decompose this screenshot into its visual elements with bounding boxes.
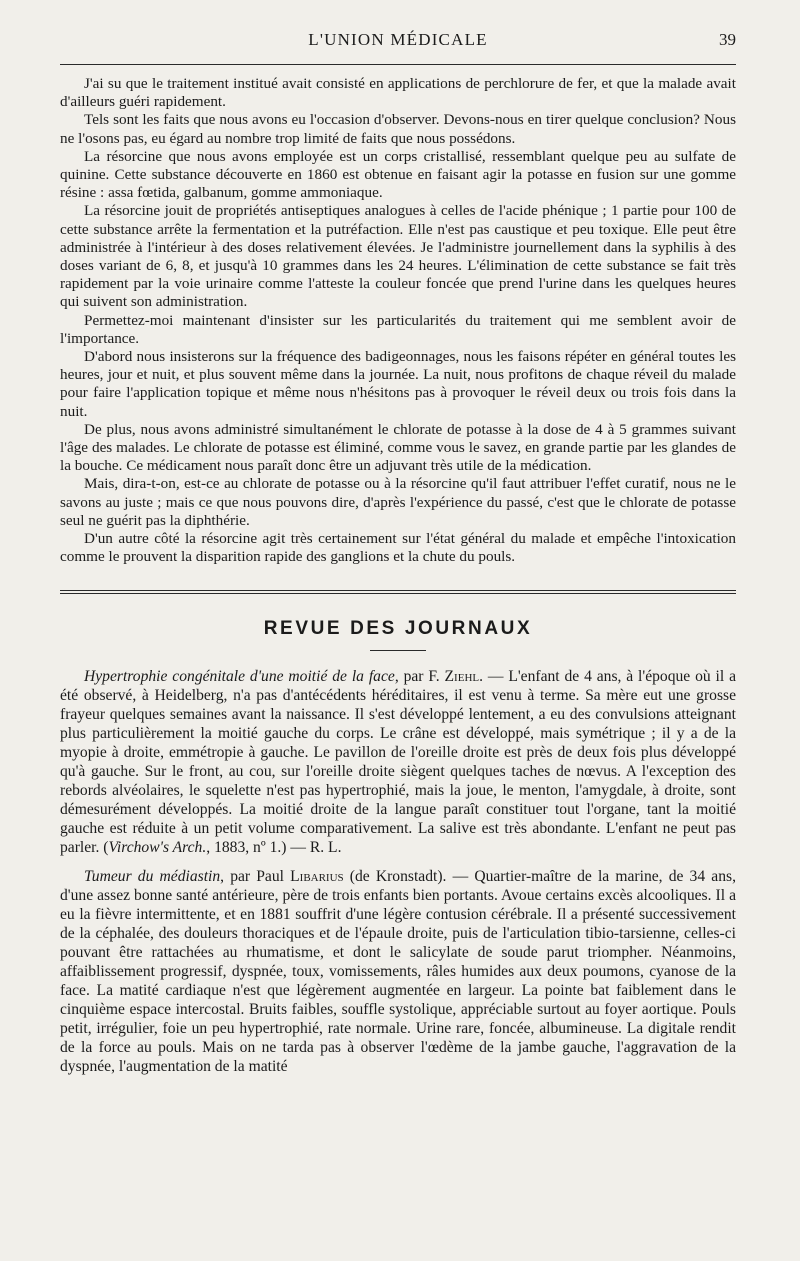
running-header [60,30,736,60]
body-paragraph: La résorcine que nous avons employée est un corps cristallisé, ressemblant quelque peu au sulfate de quinine. Cette substance découverte en 1860 est obtenue en faisant agir la potasse en fusion sur une gomme résine : assa fœtida, galbanum, gomme ammoniaque. [60,147,736,202]
entry-title: Hypertrophie congénitale d'une moitié de la face [84,668,395,686]
journal-review-entry [60,867,736,1076]
body-paragraph: J'ai su que le traitement institué avait consisté en applications de perchlorure de fer, et que la malade avait d'ailleurs guéri rapidement. [60,75,736,111]
page-number: 39 [719,30,736,49]
body-paragraph: D'abord nous insisterons sur la fréquence des badigeonnages, nous les faisons répéter en général toutes les heures, jour et nuit, et plus souvent même dans la journée. La nuit, nous profitons de chaque réveil du malade pour faire l'application topique et même nous n'hésitons pas à provoquer le réveil deux ou trois fois dans la nuit. [60,348,736,420]
body-paragraph: Tels sont les faits que nous avons eu l'occasion d'observer. Devons-nous en tirer quelque conclusion? Nous ne l'osons pas, eu égard au nombre trop limité de faits que nous possédons. [60,111,736,147]
entry-author: Ziehl [444,668,480,686]
section-title: REVUE DES JOURNAUX [263,618,533,640]
body-paragraph: Permettez-moi maintenant d'insister sur les particularités du traitement qui me semblent avoir de l'importance. [60,311,736,347]
body-paragraph: D'un autre côté la résorcine agit très certainement sur l'état général du malade et empêche l'intoxication comme le prouvent la disparition rapide des ganglions et la chute du pouls. [60,530,736,566]
body-paragraph: De plus, nous avons administré simultanément le chlorate de potasse à la dose de 4 à 5 grammes suivant l'âge des malades. Le chlorate de potasse est éliminé, comme vous le savez, en grande partie par les glandes de la bouche. Ce médicament nous paraît donc être un adjuvant très utile de la médication. [60,420,736,475]
entry-title: Tumeur du médiastin [84,868,221,886]
journal-title: L'UNION MÉDICALE [308,30,488,49]
entry-author-suffix: . — [479,668,509,686]
section-divider [60,590,736,594]
entry-text: L'enfant de 4 ans, à l'époque où il a été observé, à Heidelberg, n'a pas d'antécédents héréditaires, il est venu à terme. Sa mère eut une grosse frayeur quelques semaines avant la naissance. Il s'est développé lentement, a eu des convulsions atteignant plus particulièrement la moitié gauche du corps. Le crâne est développé, mais symétrique ; il y a de la myopie à droite, emmétropie à gauche. Le pavillon de l'oreille droite est près de deux fois plus développé qu'à gauche. Sur le front, au cou, sur l'oreille droite siègent quelques taches de nœvus. A l'exception des rebords alvéolaires, le squelette n'est pas hypertrophié, mais la joue, le menton, l'amygdale, à droite, sont démesurément développés. La moitié droite de la langue paraît constituer tout l'organe, tant la moitié gauche est réduite à un petit volume comparativement. La salive est très abondante. L'enfant ne peut pas parler. ( [60,668,736,857]
journal-review-entry [60,667,736,857]
entry-byline: , par F. [394,668,445,686]
body-paragraph: La résorcine jouit de propriétés antiseptiques analogues à celles de l'acide phénique ; 1 partie pour 100 de cette substance arrête la fermentation et la putréfaction. Elle n'est pas caustique et peu toxique. Elle peut être administrée à l'intérieur à des doses relativement élevées. Je l'administre journellement dans la syphilis à des doses variant de 6, 8, et jusqu'à 10 grammes dans les 24 heures. L'élimination de cette substance se fait très rapidement par la voie urinaire comme l'atteste la couleur foncée que prend l'urine dans les quelques heures qui suivent son administration. [60,202,736,311]
entry-citation-rest: , 1883, nº 1.) — R. L. [206,839,342,857]
article-continuation [60,75,736,566]
entry-byline: , par Paul [220,868,291,886]
entry-citation-journal: Virchow's Arch. [108,839,207,857]
body-paragraph: Mais, dira-t-on, est-ce au chlorate de potasse ou à la résorcine qu'il faut attribuer l'effet curatif, nous ne le savons au juste ; mais ce que nous pouvons dire, d'après l'expérience du passé, c'est que le chlorate de potasse seul ne guérit pas la diphthérie. [60,475,736,529]
section-title-rule [370,650,426,651]
header-rule [60,64,736,65]
entry-author-suffix: (de Kronstadt). — [343,868,475,886]
entry-text: Quartier-maître de la marine, de 34 ans, d'une assez bonne santé antérieure, père de trois enfants bien portants. Avoue certains excès alcooliques. Il a eu la fièvre intermittente, et en 1881 souffrit d'une légère contusion cérébrale. Il a présenté successivement de la céphalée, des douleurs thoraciques et de l'épaule droite, puis de l'articulation tibio-tarsienne, celles-ci pouvant être rattachées au rhumatisme, et dont le salicylate de soude parut triompher. Néanmoins, affaiblissement progressif, dyspnée, toux, vomissements, râles humides aux deux poumons, cyanose de la face. La matité cardiaque n'est que légèrement augmentée en largeur. La pointe bat faiblement dans le cinquième espace intercostal. Bruits faibles, souffle systolique, appréciable surtout au foyer aortique. Pouls petit, irrégulier, foie un peu hypertrophié, rate normale. Urine rare, foncée, albumineuse. La digitale rendit de la force au pouls. Mais on ne tarda pas à observer l'œdème de la jambe gauche, l'aggravation de la dyspnée, l'augmentation de la matité [60,868,736,1076]
entry-author: Libarius [290,868,344,886]
